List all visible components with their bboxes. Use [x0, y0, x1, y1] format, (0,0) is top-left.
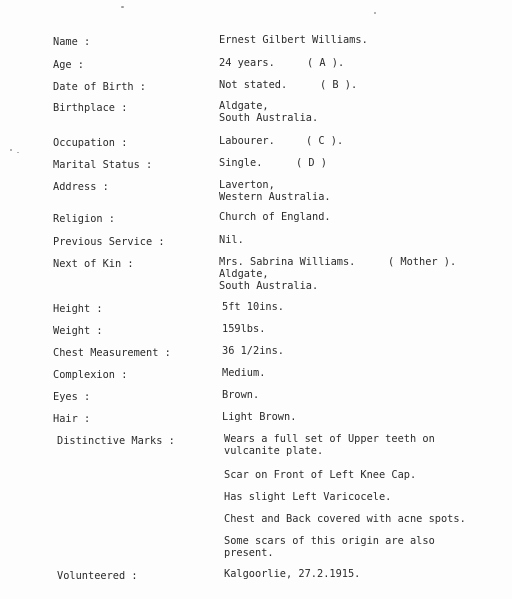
- birthplace-line2: South Australia.: [219, 112, 319, 124]
- address-label: Address :: [53, 181, 109, 193]
- hair-label: Hair :: [53, 413, 91, 425]
- eyes-value: Brown.: [222, 389, 260, 401]
- previous-service-label: Previous Service :: [53, 236, 165, 248]
- volunteered-value: Kalgoorlie, 27.2.1915.: [224, 568, 361, 580]
- distinctive-mark-1-line1: Wears a full set of Upper teeth on: [224, 433, 435, 445]
- birthplace-line1: Aldgate,: [219, 100, 269, 112]
- next-of-kin-label: Next of Kin :: [53, 258, 134, 270]
- next-of-kin-line1: Mrs. Sabrina Williams.: [219, 256, 356, 268]
- hair-value: Light Brown.: [222, 411, 297, 423]
- occupation-label: Occupation :: [53, 137, 128, 149]
- next-of-kin-line2: Aldgate,: [219, 268, 269, 280]
- occupation-value: Labourer.: [219, 135, 275, 147]
- height-value: 5ft 10ins.: [222, 301, 284, 313]
- scan-speck: [374, 12, 376, 14]
- marital-status-note: ( D ): [296, 157, 327, 169]
- address-line2: Western Australia.: [219, 191, 331, 203]
- scan-speck: [17, 152, 19, 153]
- complexion-value: Medium.: [222, 367, 266, 379]
- name-label: Name :: [53, 36, 91, 48]
- birthplace-label: Birthplace :: [53, 102, 128, 114]
- eyes-label: Eyes :: [53, 391, 91, 403]
- distinctive-marks-label: Distinctive Marks :: [57, 435, 175, 447]
- occupation-note: ( C ).: [306, 135, 344, 147]
- distinctive-mark-2: Scar on Front of Left Knee Cap.: [224, 469, 417, 481]
- distinctive-mark-3: Has slight Left Varicocele.: [224, 491, 392, 503]
- marital-status-value: Single.: [219, 157, 263, 169]
- address-line1: Laverton,: [219, 179, 275, 191]
- scan-speck: [10, 149, 12, 151]
- dob-value: Not stated.: [219, 79, 288, 91]
- next-of-kin-note: ( Mother ).: [388, 256, 457, 268]
- next-of-kin-line3: South Australia.: [219, 280, 319, 292]
- religion-value: Church of England.: [219, 211, 331, 223]
- distinctive-mark-4: Chest and Back covered with acne spots.: [224, 513, 466, 525]
- weight-label: Weight :: [53, 325, 103, 337]
- complexion-label: Complexion :: [53, 369, 128, 381]
- distinctive-mark-1-line2: vulcanite plate.: [224, 445, 324, 457]
- religion-label: Religion :: [53, 213, 115, 225]
- previous-service-value: Nil.: [219, 234, 244, 246]
- distinctive-mark-5-line2: present.: [224, 547, 274, 559]
- weight-value: 159lbs.: [222, 323, 266, 335]
- volunteered-label: Volunteered :: [57, 570, 138, 582]
- dob-note: ( B ).: [320, 79, 358, 91]
- scan-speck: [121, 6, 124, 8]
- chest-value: 36 1/2ins.: [222, 345, 284, 357]
- dob-label: Date of Birth :: [53, 81, 146, 93]
- age-label: Age :: [53, 59, 84, 71]
- height-label: Height :: [53, 303, 103, 315]
- marital-status-label: Marital Status :: [53, 159, 153, 171]
- name-value: Ernest Gilbert Williams.: [219, 34, 368, 46]
- distinctive-mark-5-line1: Some scars of this origin are also: [224, 535, 435, 547]
- age-note: ( A ).: [307, 57, 345, 69]
- chest-label: Chest Measurement :: [53, 347, 171, 359]
- age-value: 24 years.: [219, 57, 275, 69]
